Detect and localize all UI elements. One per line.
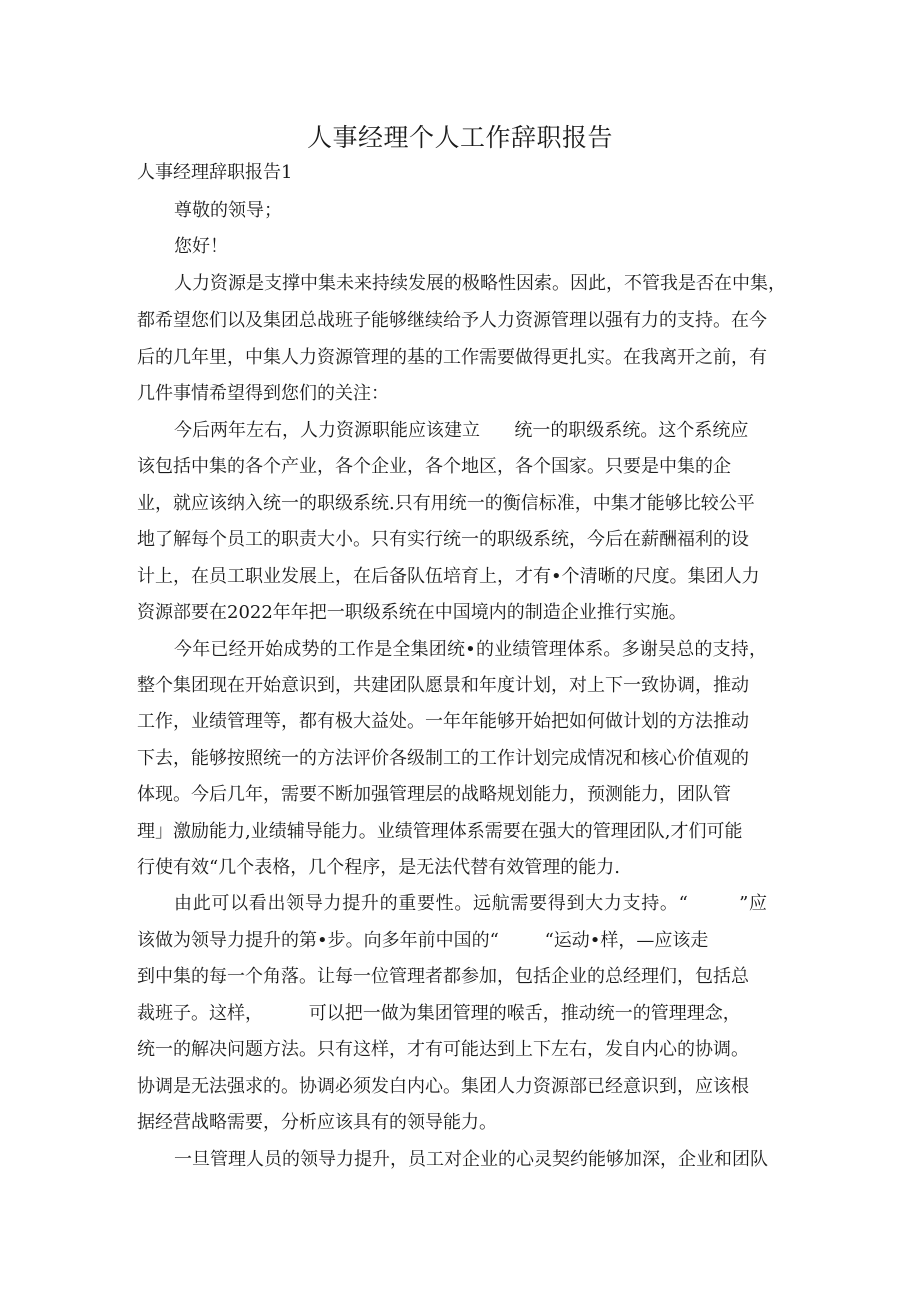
body-line: 人力资源是支撑中集未来持续发展的极略性因索。因此，不管我是否在中集，	[174, 273, 786, 294]
body-line: 业，就应该纳入统一的职级系统.只有用统一的衡信标准，中集才能够比较公平	[137, 493, 755, 514]
body-line: 据经营战略需要，分析应该具有的领导能力。	[137, 1112, 497, 1133]
body-line: 今年已经开始成势的工作是全集团统•的业绩管理体系。多谢吴总的支持，	[174, 639, 767, 660]
body-line: 都希望您们以及集团总战班子能够继续给予人力资源管理以强有力的支持。在今	[137, 310, 767, 331]
body-line: 几件事情希望得到您们的关注：	[137, 383, 389, 404]
salutation: 尊敬的领导；	[174, 200, 282, 221]
body-line: 由此可以看出领导力提升的重要性。远航需要得到大力支持。“ ”应	[174, 893, 767, 914]
body-line: 资源部要在2022年年把一职级系统在中国境内的制造企业推行实施。	[137, 602, 687, 623]
body-line: 今后两年左右，人力资源职能应该建立 统一的职级系统。这个系统应	[174, 420, 749, 441]
body-line: 理」激励能力,业绩辅导能力。业绩管理体系需要在强大的管理团队,才们可能	[137, 821, 743, 842]
body-line: 统一的解决问题方法。只有这样，才有可能达到上下左右，发自内心的协调。	[137, 1039, 749, 1060]
body-line: 该做为领导力提升的第•步。向多年前中国的“ “运动•样，—应该走	[137, 930, 709, 951]
body-line: 体现。今后几年，需要不断加强管理层的战略规划能力，预测能力，团队管	[137, 784, 731, 805]
body-line: 行使有效“几个表格，几个程序，是无法代替有效管理的能力.	[137, 857, 620, 878]
report-subtitle: 人事经理辞职报告1	[137, 162, 293, 183]
body-line: 后的几年里，中集人力资源管理的基的工作需要做得更扎实。在我离开之前，有	[137, 347, 767, 368]
body-line: 下去，能够按照统一的方法评价各级制工的工作计划完成情况和核心价值观的	[137, 748, 749, 769]
body-line: 到中集的每一个角落。让每一位管理者都参加，包括企业的总经理们，包括总	[137, 966, 749, 987]
body-line: 该包括中集的各个产业，各个企业，各个地区，各个国家。只要是中集的企	[137, 456, 731, 477]
body-line: 一旦管理人员的领导力提升，员工对企业的心灵契约能够加深，企业和团队	[174, 1149, 768, 1170]
body-line: 协调是无法强求的。协调必须发白内心。集团人力资源部已经意识到，应该根	[137, 1076, 749, 1097]
body-line: 工作，业绩管理等，都有极大益处。一年年能够开始把如何做计划的方法推动	[137, 711, 749, 732]
body-line: 整个集团现在开始意识到，共建团队愿景和年度计划，对上下一致协调，推动	[137, 675, 749, 696]
body-line: 计上，在员工职业发展上，在后备队伍培育上，才有•个清晰的尺度。集团人力	[137, 566, 760, 587]
body-line: 地了解每个员工的职责大小。只有实行统一的职级系统，今后在薪酬福利的设	[137, 529, 749, 550]
greeting: 您好！	[174, 236, 228, 257]
document-title: 人事经理个人工作辞职报告	[306, 123, 613, 152]
body-line: 裁班子。这样， 可以把一做为集团管理的喉舌，推动统一的管理理念，	[137, 1003, 741, 1024]
